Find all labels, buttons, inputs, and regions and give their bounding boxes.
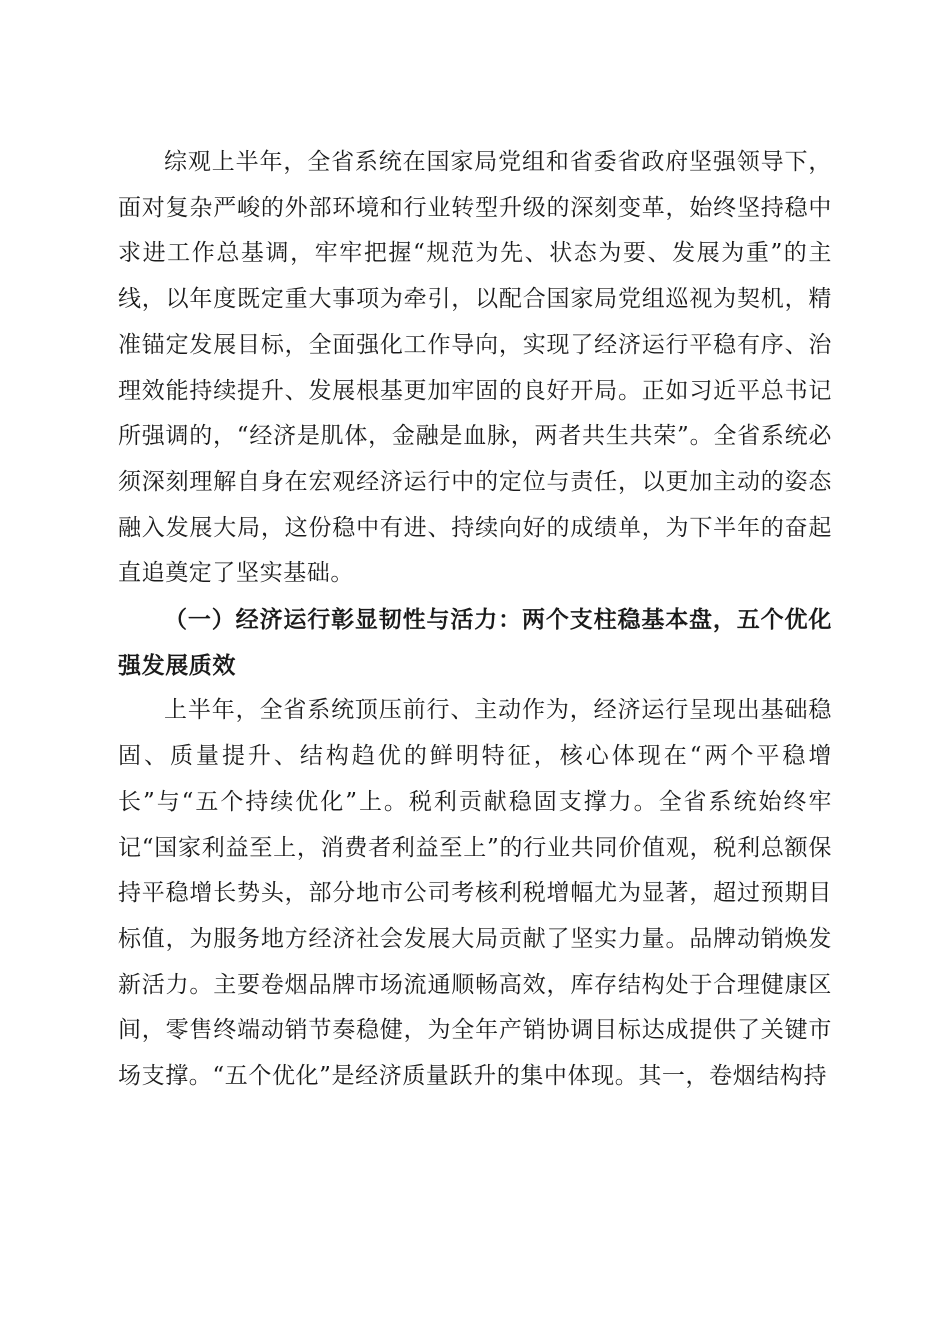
intro-paragraph: 综观上半年，全省系统在国家局党组和省委省政府坚强领导下，面对复杂严峻的外部环境和行业转型升级的深刻变革，始终坚持稳中求进工作总基调，牢牢把握“规范为先、状态为要、发展为重”的主线，以年度既定重大事项为牵引，以配合国家局党组巡视为契机，精准锚定发展目标，全面强化工作导向，实现了经济运行平稳有序、治理效能持续提升、发展根基更加牢固的良好开局。正如习近平总书记所强调的，“经济是肌体，金融是血脉，两者共生共荣”。全省系统必须深刻理解自身在宏观经济运行中的定位与责任，以更加主动的姿态融入发展大局，这份稳中有进、持续向好的成绩单，为下半年的奋起直追奠定了坚实基础。 bbox=[118, 149, 832, 587]
section-paragraph: 上半年，全省系统顶压前行、主动作为，经济运行呈现出基础稳固、质量提升、结构趋优的鲜明特征，核心体现在“两个平稳增长”与“五个持续优化”上。税利贡献稳固支撑力。全省系统始终牢记“国家利益至上，消费者利益至上”的行业共同价值观，税利总额保持平稳增长势头，部分地市公司考核利税增幅尤为显著，超过预期目标值，为服务地方经济社会发展大局贡献了坚实力量。品牌动销焕发新活力。主要卷烟品牌市场流通顺畅高效，库存结构处于合理健康区间，零售终端动销节奏稳健，为全年产销协调目标达成提供了关键市场支撑。“五个优化”是经济质量跃升的集中体现。其一，卷烟结构持 bbox=[118, 697, 832, 1090]
section-heading: （一）经济运行彰显韧性与活力：两个支柱稳基本盘，五个优化强发展质效 bbox=[118, 606, 832, 679]
document-body bbox=[118, 140, 832, 1100]
